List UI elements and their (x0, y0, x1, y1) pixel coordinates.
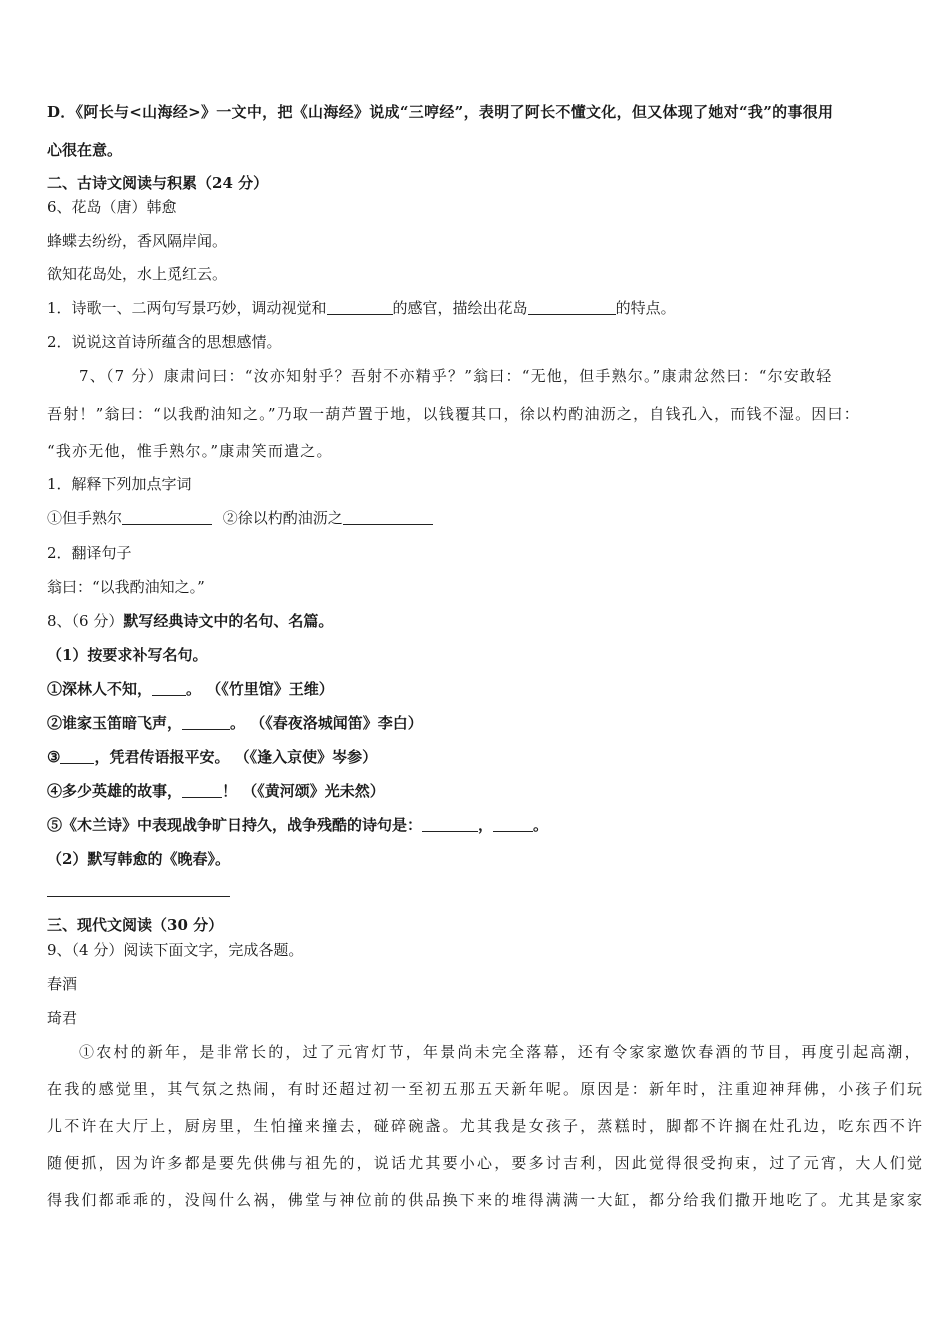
article-author: 琦君 (47, 1009, 78, 1027)
q7-paragraph-line1: 7、（7 分）康肃问曰：“汝亦知射乎？吾射不亦精乎？”翁曰：“无他，但手熟尔。”康肃忿然曰：“尔安敢轻 (79, 367, 833, 385)
q7-item1-text: ①但手熟尔 (47, 509, 123, 527)
q7-answer-blank-1[interactable] (122, 510, 212, 525)
q8-item4-a: ④多少英雄的故事， (47, 782, 183, 800)
article-title: 春酒 (47, 975, 78, 993)
q6-sub2: 2．说说这首诗所蕴含的思想感情。 (47, 333, 282, 351)
q7-sub2-sentence: 翁曰：“以我酌油知之。” (47, 578, 205, 596)
q8-item2-blank[interactable] (182, 715, 230, 730)
q7-sub1-items (47, 507, 907, 529)
q8-item1-a: ①深林人不知， (47, 680, 153, 698)
q7-paragraph-line2: 吾射！”翁曰：“以我酌油知之。”乃取一葫芦置于地，以钱覆其口，徐以杓酌油沥之，自钱孔入，而钱不湿。因曰： (47, 405, 860, 423)
article-p1-line5: 得我们都乖乖的，没闯什么祸，佛堂与神位前的供品换下来的堆得满满一大缸，都分给我们撒开地吃了。尤其是家家 (47, 1191, 925, 1209)
q8-item1 (47, 678, 907, 700)
q6-poem-line1: 蜂蝶去纷纷，香风隔岸闻。 (47, 232, 228, 250)
q6-poem-line2: 欲知花岛处，水上觅红云。 (47, 265, 228, 283)
q6-sub1-part2: 的感官，描绘出花岛 (392, 299, 528, 317)
q8-item4 (47, 780, 907, 802)
q8-header (47, 610, 907, 632)
q7-sub2: 2．翻译句子 (47, 544, 132, 562)
section3-title: 三、现代文阅读（30 分） (47, 916, 224, 934)
q8-header-text: 默写经典诗文中的名句、名篇。 (123, 612, 334, 630)
q7-paragraph-line3: “我亦无他，惟手熟尔。”康肃笑而遣之。 (47, 442, 333, 460)
q8-item1-b: 。 （《竹里馆》王维） (186, 680, 334, 698)
q8-item5-c: 。 (533, 816, 549, 834)
q8-item2-b: 。 （《春夜洛城闻笛》李白） (230, 714, 423, 732)
q8-part2: （2）默写韩愈的《晚春》。 (47, 850, 230, 868)
q8-item3-blank[interactable] (60, 749, 94, 764)
q8-item2 (47, 712, 907, 734)
q8-item3-b: ，凭君传语报平安。 （《逢入京使》岑参） (94, 748, 378, 766)
q7-answer-blank-2[interactable] (343, 510, 433, 525)
q8-part1: （1）按要求补写名句。 (47, 646, 208, 664)
q6-sub1-part1: 1．诗歌一、二两句写景巧妙，调动视觉和 (47, 299, 327, 317)
q6-answer-blank-1[interactable] (327, 300, 393, 315)
q8-item5-blank-2[interactable] (493, 817, 533, 832)
q6-header: 6、花岛（唐）韩愈 (47, 198, 177, 216)
q7-item2-text: ②徐以杓酌油沥之 (222, 509, 343, 527)
q8-item3 (47, 746, 907, 768)
q9-header: 9、（4 分）阅读下面文字，完成各题。 (47, 941, 304, 959)
q6-answer-blank-2[interactable] (528, 300, 616, 315)
q5-option-d-line2: 心很在意。 (47, 141, 123, 159)
q8-item5-a: ⑤《木兰诗》中表现战争旷日持久，战争残酷的诗句是： (47, 816, 423, 834)
q5-option-d-line1: D．《阿长与<山海经>》一文中，把《山海经》说成“三哼经”，表明了阿长不懂文化，但又体现了她对“我”的事很用 (47, 103, 834, 121)
article-p1-line1: ①农村的新年，是非常长的，过了元宵灯节，年景尚未完全落幕，还有令家家邀饮春酒的节目，再度引起高潮， (79, 1043, 922, 1061)
q8-header-num: 8、（6 分） (47, 612, 124, 630)
q8-item5-b: ， (478, 816, 494, 834)
q8-item5 (47, 814, 907, 836)
q6-sub1 (47, 297, 907, 319)
q8-item1-blank[interactable] (152, 681, 186, 696)
q8-item2-a: ②谁家玉笛暗飞声， (47, 714, 183, 732)
q8-item4-b: ！ （《黄河颂》光未然） (222, 782, 385, 800)
q8-item5-blank-1[interactable] (422, 817, 478, 832)
q7-sub1: 1．解释下列加点字词 (47, 475, 192, 493)
q6-sub1-part3: 的特点。 (615, 299, 676, 317)
article-p1-line3: 儿不许在大厅上，厨房里，生怕撞来撞去，碰碎碗盏。尤其我是女孩子，蒸糕时，脚都不许搁在灶孔边，吃东西不许 (47, 1117, 925, 1135)
q8-answer-line[interactable] (47, 896, 230, 897)
article-p1-line4: 随便抓，因为许多都是要先供佛与祖先的，说话尤其要小心，要多讨吉利，因此觉得很受拘束，过了元宵，大人们觉 (47, 1154, 925, 1172)
q8-item4-blank[interactable] (182, 783, 222, 798)
q8-item3-a: ③ (47, 748, 61, 766)
section2-title: 二、古诗文阅读与积累（24 分） (47, 174, 269, 192)
article-p1-line2: 在我的感觉里，其气氛之热闹，有时还超过初一至初五那五天新年呢。原因是：新年时，注重迎神拜佛，小孩子们玩 (47, 1080, 925, 1098)
